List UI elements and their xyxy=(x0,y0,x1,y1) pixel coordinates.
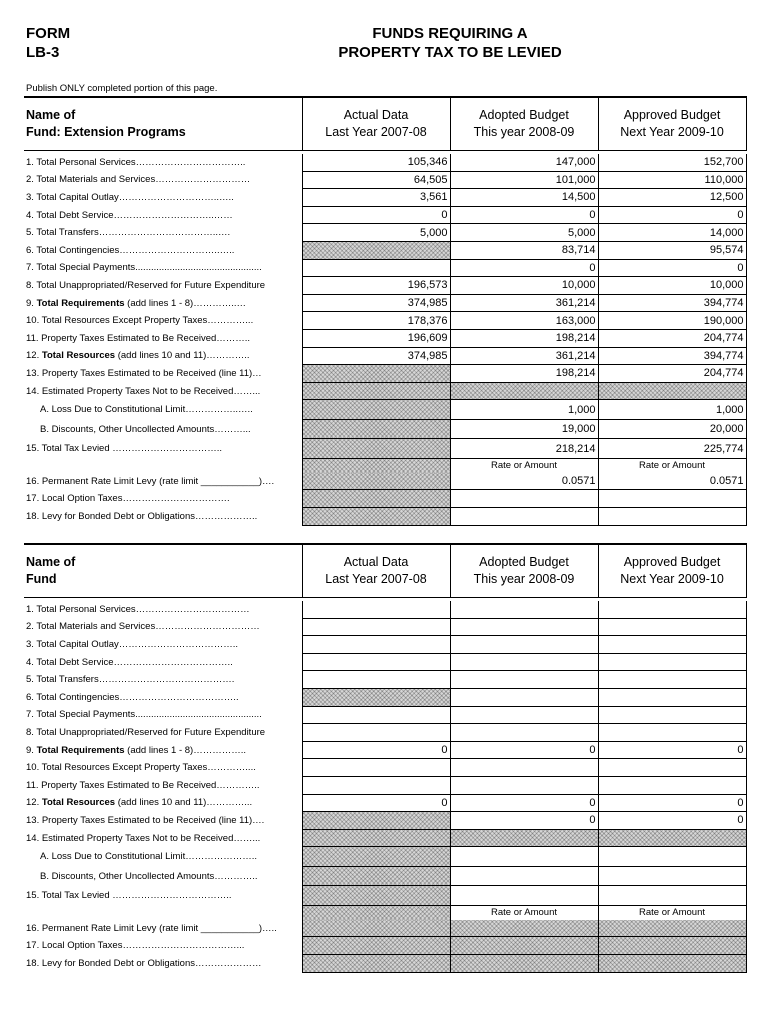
table-row xyxy=(24,241,746,259)
table-row xyxy=(24,653,746,671)
cell-approved[interactable]: 14,000 xyxy=(598,224,746,242)
table-row xyxy=(24,937,746,955)
table-row xyxy=(24,439,746,459)
fund-name-header xyxy=(24,544,302,598)
rate-or-amount-adopted: Rate or Amount xyxy=(450,458,598,473)
col-adopted-year: This year 2008-09 xyxy=(473,125,575,139)
table-row xyxy=(24,382,746,400)
cell-adopted[interactable] xyxy=(450,724,598,742)
col-actual-title: Actual Data xyxy=(343,108,409,122)
row-label: 1. Total Personal Services……………………………… xyxy=(26,604,250,616)
cell-approved[interactable]: 10,000 xyxy=(598,277,746,295)
fund-name-value: Fund xyxy=(26,572,57,586)
cell-approved[interactable] xyxy=(598,601,746,618)
table-row xyxy=(24,189,746,207)
cell-approved xyxy=(598,829,746,847)
cell-approved[interactable] xyxy=(598,706,746,724)
row-label: 17. Local Option Taxes………………………………... xyxy=(26,940,245,952)
table-row xyxy=(24,171,746,189)
col-adopted-budget xyxy=(450,544,598,598)
row-label: A. Loss Due to Constitutional Limit………………….. xyxy=(40,851,257,863)
row-label: B. Discounts, Other Uncollected Amounts………….. xyxy=(40,870,258,882)
cell-approved[interactable]: 204,774 xyxy=(598,329,746,347)
cell-adopted xyxy=(450,955,598,973)
cell-adopted[interactable]: 10,000 xyxy=(450,277,598,295)
table-row xyxy=(24,794,746,812)
cell-adopted[interactable]: 0 xyxy=(450,812,598,830)
row-label: B. Discounts, Other Uncollected Amounts………... xyxy=(40,423,251,435)
table-row xyxy=(24,671,746,689)
row-label-rest: (add lines 1 - 8)…………..… xyxy=(124,297,246,309)
cell-actual xyxy=(302,241,450,259)
col-adopted-budget xyxy=(450,97,598,151)
row-label xyxy=(24,294,302,312)
cell-adopted xyxy=(450,829,598,847)
cell-approved[interactable] xyxy=(598,490,746,508)
cell-adopted[interactable] xyxy=(450,886,598,906)
row-label-rest: (add lines 10 and 11)………….. xyxy=(115,350,250,362)
cell-approved[interactable] xyxy=(598,886,746,906)
fund-sheet-blank xyxy=(24,543,746,973)
cell-adopted[interactable] xyxy=(450,653,598,671)
col-approved-budget xyxy=(598,97,746,151)
row-label: 11. Property Taxes Estimated to Be Received……….. xyxy=(26,332,251,344)
cell-actual xyxy=(302,886,450,906)
col-approved-year: Next Year 2009-10 xyxy=(620,572,724,586)
cell-adopted[interactable]: 198,214 xyxy=(450,329,598,347)
cell-adopted[interactable] xyxy=(450,688,598,706)
row-label: 17. Local Option Taxes……………………………. xyxy=(26,493,230,505)
row-label: A. Loss Due to Constitutional Limit……………..….. xyxy=(40,404,253,416)
row-label-bold: Total Requirements xyxy=(36,744,125,756)
row-label: 5. Total Transfers……………………………………. xyxy=(26,674,235,686)
cell-actual[interactable]: 5,000 xyxy=(302,224,450,242)
table-row xyxy=(24,154,746,171)
cell-adopted[interactable]: 14,500 xyxy=(450,189,598,207)
col-actual-title: Actual Data xyxy=(343,555,409,569)
col-actual-data xyxy=(302,544,450,598)
cell-adopted[interactable] xyxy=(450,490,598,508)
row-label: 18. Levy for Bonded Debt or Obligations………………… xyxy=(26,957,262,969)
cell-adopted[interactable] xyxy=(450,759,598,777)
cell-adopted[interactable]: 163,000 xyxy=(450,312,598,330)
table-row xyxy=(24,866,746,886)
cell-actual xyxy=(302,847,450,867)
cell-actual[interactable]: 0 xyxy=(302,794,450,812)
cell-adopted[interactable] xyxy=(450,706,598,724)
cell-approved[interactable] xyxy=(598,759,746,777)
cell-adopted[interactable]: 19,000 xyxy=(450,419,598,439)
table-header-row xyxy=(24,544,746,598)
cell-actual xyxy=(302,937,450,955)
row-label: 16. Permanent Rate Limit Levy (rate limit ___________)…. xyxy=(26,475,275,487)
cell-approved xyxy=(598,382,746,400)
cell-approved[interactable] xyxy=(598,653,746,671)
fund-name-label: Name of xyxy=(26,108,76,122)
cell-adopted[interactable] xyxy=(450,866,598,886)
cell-approved[interactable]: 0.0571 xyxy=(598,473,746,490)
row-label xyxy=(24,741,302,759)
cell-approved[interactable]: 1,000 xyxy=(598,400,746,420)
table-row xyxy=(24,886,746,906)
table-row xyxy=(24,508,746,526)
row-label-bold: Total Requirements xyxy=(36,297,125,309)
table-row xyxy=(24,277,746,295)
cell-approved xyxy=(598,955,746,973)
cell-actual[interactable] xyxy=(302,706,450,724)
cell-approved[interactable]: 394,774 xyxy=(598,347,746,365)
row-label-bold: Total Resources xyxy=(41,797,116,809)
row-label: 7. Total Special Payments................................................ xyxy=(26,709,262,721)
row-label: 15. Total Tax Levied ……………………………….. xyxy=(26,890,232,902)
cell-approved[interactable]: 20,000 xyxy=(598,419,746,439)
form-label: FORM xyxy=(26,25,71,42)
cell-adopted[interactable]: 0 xyxy=(450,206,598,224)
row-label: 1. Total Personal Services…………………………….. xyxy=(26,157,246,169)
cell-adopted[interactable] xyxy=(450,601,598,618)
cell-actual[interactable] xyxy=(302,636,450,654)
cell-actual xyxy=(302,490,450,508)
publish-notice: Publish ONLY completed portion of this page. xyxy=(26,83,218,94)
cell-approved[interactable] xyxy=(598,671,746,689)
cell-adopted[interactable]: 101,000 xyxy=(450,171,598,189)
cell-approved[interactable] xyxy=(598,508,746,526)
table-row xyxy=(24,473,746,490)
cell-approved xyxy=(598,937,746,955)
cell-actual xyxy=(302,382,450,400)
rate-or-amount-row xyxy=(24,458,746,473)
table-row xyxy=(24,724,746,742)
row-label: 3. Total Capital Outlay…………………………..….. xyxy=(26,191,234,203)
cell-approved[interactable]: 225,774 xyxy=(598,439,746,459)
page-title xyxy=(250,24,650,62)
col-actual-year: Last Year 2007-08 xyxy=(325,125,427,139)
cell-actual xyxy=(302,920,450,937)
table-row xyxy=(24,847,746,867)
row-label: 10. Total Resources Except Property Taxes………….... xyxy=(26,762,256,774)
cell-actual[interactable]: 3,561 xyxy=(302,189,450,207)
budget-table-body xyxy=(24,544,746,972)
cell-adopted[interactable]: 1,000 xyxy=(450,400,598,420)
cell-actual[interactable] xyxy=(302,671,450,689)
cell-approved[interactable]: 110,000 xyxy=(598,171,746,189)
cell-approved[interactable]: 394,774 xyxy=(598,294,746,312)
cell-approved[interactable]: 0 xyxy=(598,812,746,830)
label-cell xyxy=(24,905,302,920)
table-row xyxy=(24,206,746,224)
rate-or-amount-adopted: Rate or Amount xyxy=(450,905,598,920)
cell-actual xyxy=(302,439,450,459)
col-actual-year: Last Year 2007-08 xyxy=(325,572,427,586)
col-adopted-title: Adopted Budget xyxy=(479,555,569,569)
cell-adopted[interactable] xyxy=(450,776,598,794)
row-label: 4. Total Debt Service……………………………….. xyxy=(26,656,233,668)
col-approved-title: Approved Budget xyxy=(623,108,721,122)
label-cell xyxy=(24,458,302,473)
row-label: 8. Total Unappropriated/Reserved for Future Expenditure xyxy=(26,279,266,291)
col-adopted-title: Adopted Budget xyxy=(479,108,569,122)
row-label: 3. Total Capital Outlay……………………………….. xyxy=(26,638,239,650)
table-row xyxy=(24,490,746,508)
rate-or-amount-approved: Rate or Amount xyxy=(598,458,746,473)
cell-adopted[interactable]: 0 xyxy=(450,794,598,812)
cell-actual xyxy=(302,365,450,383)
cell-approved[interactable]: 204,774 xyxy=(598,365,746,383)
row-label xyxy=(24,794,302,812)
page-title-line1: FUNDS REQUIRING A xyxy=(372,25,528,42)
cell-actual[interactable]: 64,505 xyxy=(302,171,450,189)
table-row xyxy=(24,312,746,330)
col-actual-data xyxy=(302,97,450,151)
cell-actual xyxy=(302,688,450,706)
row-label: 10. Total Resources Except Property Taxes…………... xyxy=(26,315,254,327)
row-label xyxy=(24,347,302,365)
col-adopted-year: This year 2008-09 xyxy=(473,572,575,586)
cell-adopted[interactable]: 0 xyxy=(450,259,598,277)
cell-actual xyxy=(302,905,450,920)
fund-sheet-extension-programs xyxy=(24,96,746,526)
cell-actual[interactable] xyxy=(302,776,450,794)
row-label: 7. Total Special Payments................................................ xyxy=(26,262,262,274)
cell-approved[interactable] xyxy=(598,688,746,706)
table-row xyxy=(24,741,746,759)
row-label: 14. Estimated Property Taxes Not to be Received……... xyxy=(26,832,261,844)
row-label-number: 12. xyxy=(26,797,42,809)
cell-actual[interactable] xyxy=(302,724,450,742)
row-label: 18. Levy for Bonded Debt or Obligations……………….. xyxy=(26,510,258,522)
cell-actual[interactable] xyxy=(302,601,450,618)
cell-adopted[interactable]: 361,214 xyxy=(450,294,598,312)
cell-actual[interactable]: 105,346 xyxy=(302,154,450,171)
row-label-number: 12. xyxy=(26,350,42,362)
budget-table-body xyxy=(24,97,746,525)
cell-approved[interactable] xyxy=(598,618,746,636)
cell-adopted[interactable]: 198,214 xyxy=(450,365,598,383)
cell-actual xyxy=(302,458,450,473)
cell-actual xyxy=(302,829,450,847)
cell-actual[interactable]: 196,573 xyxy=(302,277,450,295)
budget-table xyxy=(24,96,747,526)
row-label-number: 9. xyxy=(26,744,37,756)
row-label-rest: (add lines 10 and 11)…………... xyxy=(115,797,253,809)
row-label: 2. Total Materials and Services………………………… xyxy=(26,174,251,186)
form-id xyxy=(26,24,70,62)
cell-approved[interactable]: 0 xyxy=(598,794,746,812)
row-label-rest: (add lines 1 - 8)…………….. xyxy=(124,744,246,756)
col-approved-budget xyxy=(598,544,746,598)
table-row xyxy=(24,706,746,724)
col-approved-title: Approved Budget xyxy=(623,555,721,569)
table-row xyxy=(24,636,746,654)
cell-approved[interactable]: 152,700 xyxy=(598,154,746,171)
table-row xyxy=(24,776,746,794)
table-header-row xyxy=(24,97,746,151)
table-row xyxy=(24,329,746,347)
form-number: LB-3 xyxy=(26,44,60,61)
table-row xyxy=(24,618,746,636)
cell-approved[interactable] xyxy=(598,724,746,742)
row-label: 5. Total Transfers………………………………..…. xyxy=(26,227,231,239)
fund-name-label: Name of xyxy=(26,555,76,569)
cell-approved[interactable]: 0 xyxy=(598,259,746,277)
row-label-bold: Total Resources xyxy=(41,350,116,362)
cell-approved[interactable]: 0 xyxy=(598,741,746,759)
cell-adopted[interactable]: 218,214 xyxy=(450,439,598,459)
cell-adopted[interactable] xyxy=(450,618,598,636)
table-row xyxy=(24,224,746,242)
cell-approved[interactable]: 95,574 xyxy=(598,241,746,259)
cell-actual[interactable]: 0 xyxy=(302,206,450,224)
cell-approved xyxy=(598,920,746,937)
table-row xyxy=(24,294,746,312)
row-label: 11. Property Taxes Estimated to Be Received………….. xyxy=(26,779,260,791)
cell-actual xyxy=(302,419,450,439)
cell-adopted[interactable] xyxy=(450,847,598,867)
cell-approved[interactable]: 190,000 xyxy=(598,312,746,330)
cell-adopted xyxy=(450,382,598,400)
cell-approved[interactable] xyxy=(598,847,746,867)
cell-approved[interactable] xyxy=(598,636,746,654)
cell-actual xyxy=(302,473,450,490)
row-label: 16. Permanent Rate Limit Levy (rate limit ___________)….. xyxy=(26,922,277,934)
cell-approved[interactable] xyxy=(598,776,746,794)
budget-table xyxy=(24,543,747,973)
cell-adopted xyxy=(450,920,598,937)
cell-actual xyxy=(302,812,450,830)
col-approved-year: Next Year 2009-10 xyxy=(620,125,724,139)
table-row xyxy=(24,920,746,937)
cell-actual[interactable] xyxy=(302,618,450,636)
rate-or-amount-row xyxy=(24,905,746,920)
cell-actual[interactable]: 196,609 xyxy=(302,329,450,347)
table-row xyxy=(24,955,746,973)
cell-actual xyxy=(302,508,450,526)
cell-adopted xyxy=(450,937,598,955)
cell-approved[interactable] xyxy=(598,866,746,886)
cell-adopted[interactable]: 361,214 xyxy=(450,347,598,365)
cell-adopted[interactable] xyxy=(450,508,598,526)
rate-or-amount-approved: Rate or Amount xyxy=(598,905,746,920)
cell-adopted[interactable]: 0 xyxy=(450,741,598,759)
row-label: 6. Total Contingencies…………………………..….. xyxy=(26,244,235,256)
cell-adopted[interactable]: 83,714 xyxy=(450,241,598,259)
cell-adopted[interactable] xyxy=(450,636,598,654)
row-label: 14. Estimated Property Taxes Not to be Received……... xyxy=(26,385,261,397)
cell-actual[interactable] xyxy=(302,759,450,777)
cell-adopted[interactable]: 147,000 xyxy=(450,154,598,171)
row-label: 15. Total Tax Levied …………………………….. xyxy=(26,443,223,455)
page-title-line2: PROPERTY TAX TO BE LEVIED xyxy=(338,44,562,61)
cell-actual[interactable]: 0 xyxy=(302,741,450,759)
row-label: 6. Total Contingencies……………………………….. xyxy=(26,691,239,703)
cell-actual[interactable] xyxy=(302,653,450,671)
table-row xyxy=(24,259,746,277)
row-label: 13. Property Taxes Estimated to be Received (line 11)… xyxy=(26,367,262,379)
table-row xyxy=(24,688,746,706)
row-label: 2. Total Materials and Services…………………………… xyxy=(26,621,260,633)
row-label: 13. Property Taxes Estimated to be Received (line 11)…. xyxy=(26,814,265,826)
table-row xyxy=(24,365,746,383)
row-label: 4. Total Debt Service…………………………..…… xyxy=(26,209,233,221)
cell-actual[interactable]: 374,985 xyxy=(302,347,450,365)
fund-name-header xyxy=(24,97,302,151)
cell-actual[interactable] xyxy=(302,259,450,277)
table-row xyxy=(24,812,746,830)
cell-actual xyxy=(302,400,450,420)
cell-actual xyxy=(302,955,450,973)
row-label-number: 9. xyxy=(26,297,37,309)
cell-approved[interactable]: 12,500 xyxy=(598,189,746,207)
table-row xyxy=(24,601,746,618)
table-row xyxy=(24,347,746,365)
cell-approved[interactable]: 0 xyxy=(598,206,746,224)
fund-name-value: Fund: Extension Programs xyxy=(26,125,186,139)
cell-actual[interactable]: 374,985 xyxy=(302,294,450,312)
table-row xyxy=(24,829,746,847)
cell-adopted[interactable] xyxy=(450,671,598,689)
table-row xyxy=(24,400,746,420)
cell-adopted[interactable]: 5,000 xyxy=(450,224,598,242)
row-label: 8. Total Unappropriated/Reserved for Future Expenditure xyxy=(26,726,266,738)
cell-adopted[interactable]: 0.0571 xyxy=(450,473,598,490)
cell-actual xyxy=(302,866,450,886)
cell-actual[interactable]: 178,376 xyxy=(302,312,450,330)
table-row xyxy=(24,759,746,777)
table-row xyxy=(24,419,746,439)
